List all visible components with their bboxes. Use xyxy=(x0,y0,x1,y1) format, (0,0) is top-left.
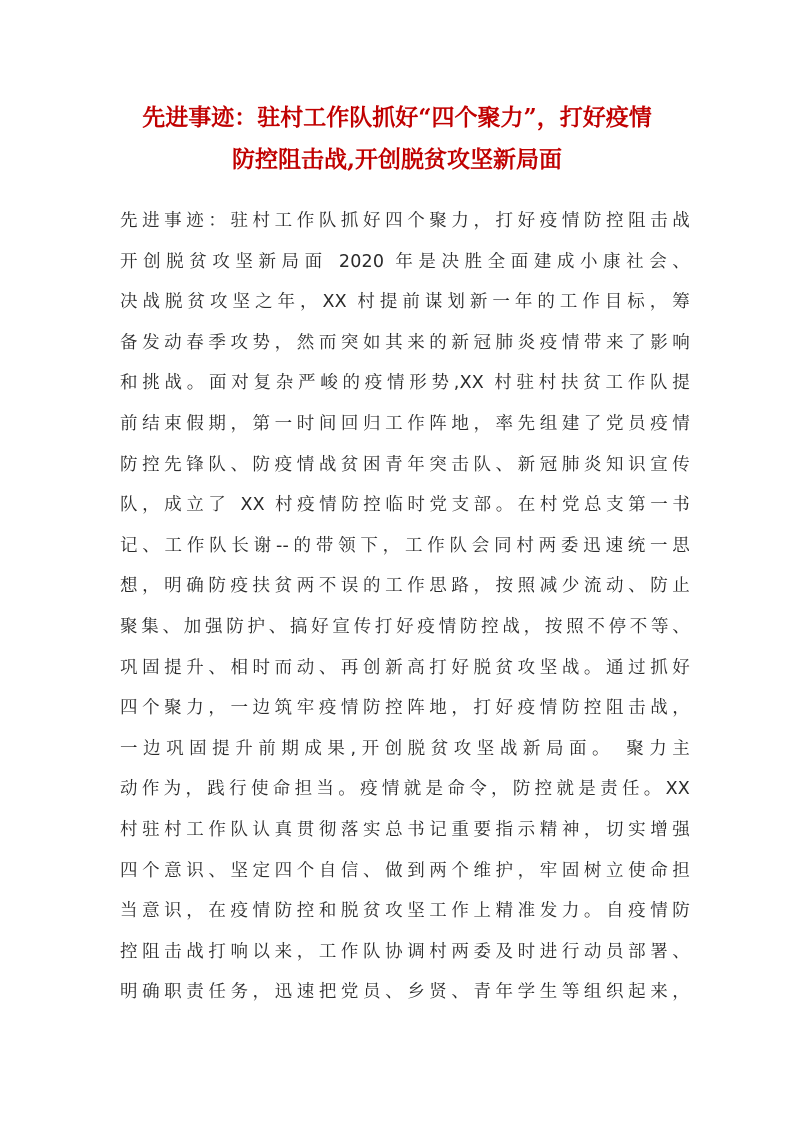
body-line: 四个意识、坚定四个自信、做到两个维护，牢固树立使命担 xyxy=(120,860,690,881)
body-line: 控阻击战打响以来，工作队协调村两委及时进行动员部署、 xyxy=(120,941,690,962)
body-line: 巩固提升、相时而动、再创新高打好脱贫攻坚战。通过抓好 xyxy=(120,657,690,678)
body-line: 当意识，在疫情防控和脱贫攻坚工作上精准发力。自疫情防 xyxy=(120,901,690,922)
body-line: 和挑战。面对复杂严峻的疫情形势,XX 村驻村扶贫工作队提 xyxy=(120,373,690,394)
body-line: 聚集、加强防护、搞好宣传打好疫情防控战，按照不停不等、 xyxy=(120,616,690,637)
body-line: 开创脱贫攻坚新局面 2020 年是决胜全面建成小康社会、 xyxy=(120,251,690,272)
body-line: 前结束假期，第一时间回归工作阵地，率先组建了党员疫情 xyxy=(120,413,690,434)
body-line: 动作为，践行使命担当。疫情就是命令，防控就是责任。XX xyxy=(120,779,690,800)
body-line: 防控先锋队、防疫情战贫困青年突击队、新冠肺炎知识宣传 xyxy=(120,454,690,475)
body-line: 决战脱贫攻坚之年，XX 村提前谋划新一年的工作目标，筹 xyxy=(120,292,690,313)
body-line: 村驻村工作队认真贯彻落实总书记重要指示精神，切实增强 xyxy=(120,819,690,840)
document-title-line-2: 防控阻击战,开创脱贫攻坚新局面 xyxy=(231,146,562,173)
body-line: 记、工作队长谢--的带领下，工作队会同村两委迅速统一思 xyxy=(120,535,690,556)
body-line: 明确职责任务，迅速把党员、乡贤、青年学生等组织起来， xyxy=(120,982,690,1003)
body-line: 先进事迹：驻村工作队抓好四个聚力，打好疫情防控阻击战 xyxy=(120,211,690,231)
body-line: 想，明确防疫扶贫两不误的工作思路，按照减少流动、防止 xyxy=(120,576,690,597)
body-line: 一边巩固提升前期成果,开创脱贫攻坚战新局面。 聚力主 xyxy=(120,738,690,759)
document-body xyxy=(120,201,690,1013)
body-line: 队，成立了 XX 村疫情防控临时党支部。在村党总支第一书 xyxy=(120,495,690,516)
body-line: 备发动春季攻势，然而突如其来的新冠肺炎疫情带来了影响 xyxy=(120,332,690,353)
document-title-line-1: 先进事迹：驻村工作队抓好“四个聚力”，打好疫情 xyxy=(142,104,652,131)
body-line: 四个聚力，一边筑牢疫情防控阵地，打好疫情防控阻击战， xyxy=(120,698,690,719)
